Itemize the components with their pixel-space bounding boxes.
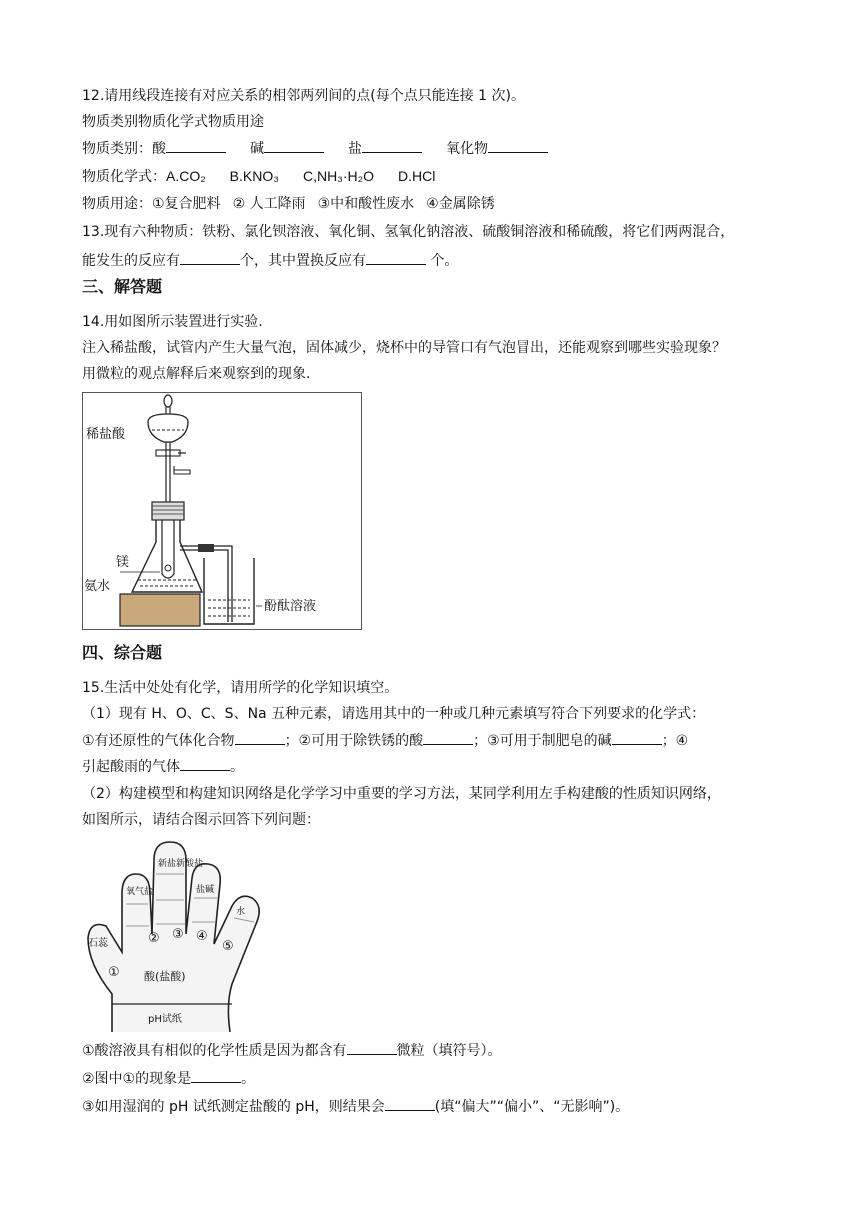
- q12-formulas: [82, 166, 435, 186]
- q15-text: ；④: [661, 733, 689, 749]
- label-finger5: 水: [236, 907, 246, 917]
- q13-text-a: 能发生的反应有: [82, 253, 180, 269]
- formula-c: C,NH₃·H₂O: [302, 168, 374, 184]
- blank[interactable]: [612, 730, 662, 745]
- marker-3: ③: [172, 927, 184, 942]
- q13-line2: [82, 250, 458, 271]
- blank[interactable]: [264, 138, 324, 153]
- q12-header: 物质类别物质化学式物质用途: [82, 114, 264, 130]
- section-heading-3: 三、解答题: [82, 277, 163, 296]
- marker-5: ⑤: [222, 939, 234, 954]
- label-dilute-hcl: 稀盐酸: [86, 427, 126, 442]
- label-ph-paper: pH试纸: [148, 1014, 182, 1025]
- q15-text: ；③可用于制肥皂的碱: [473, 733, 612, 749]
- q15-text: ①酸溶液具有相似的化学性质是因为都含有: [82, 1043, 347, 1059]
- q13-text-b: 个，其中置换反应有: [240, 253, 366, 269]
- q15-p1-blank4: [82, 756, 244, 777]
- blank[interactable]: [385, 1096, 435, 1111]
- q12-uses: [82, 194, 495, 214]
- use-1: ①复合肥料: [152, 196, 221, 212]
- label-finger4: 盐碱: [196, 885, 215, 895]
- q14-line3: 用微粒的观点解释后来观察到的现象.: [82, 366, 311, 382]
- marker-4: ④: [196, 929, 208, 944]
- q12-title: 12.请用线段连接有对应关系的相邻两列间的点(每个点只能连接 1 次)。: [82, 88, 525, 104]
- category-salt: 盐: [348, 141, 362, 157]
- category-base: 碱: [250, 141, 264, 157]
- label-finger2: 氧气盐: [126, 887, 154, 897]
- q15-a1: [82, 1040, 502, 1061]
- blank[interactable]: [347, 1040, 397, 1055]
- q15-p2-line2: 如图所示，请结合图示回答下列问题：: [82, 812, 320, 828]
- blank[interactable]: [366, 250, 426, 265]
- use-4: ④金属除锈: [426, 196, 495, 212]
- q15-text: ②图中①的现象是: [82, 1071, 192, 1087]
- q15-text: ①有还原性的气体化合物: [82, 733, 235, 749]
- formula-d: D.HCl: [397, 168, 436, 184]
- q15-a2: [82, 1068, 255, 1089]
- q12-categories: [82, 138, 548, 159]
- label-litmus: 石蕊: [88, 938, 108, 949]
- label-phenolphthalein: 酚酞溶液: [264, 599, 317, 614]
- q14-line1: 14.用如图所示装置进行实验.: [82, 314, 263, 330]
- blank[interactable]: [488, 138, 548, 153]
- blank[interactable]: [423, 730, 473, 745]
- category-acid: 酸: [152, 141, 166, 157]
- q15-p1-blanks: [82, 730, 688, 751]
- q15-text: ③如用湿润的 pH 试纸测定盐酸的 pH，则结果会: [82, 1099, 385, 1115]
- blank[interactable]: [191, 1068, 241, 1083]
- blank[interactable]: [180, 756, 230, 771]
- q15-p1: （1）现有 H、O、C、S、Na 五种元素，请选用其中的一种或几种元素填写符合下列要求的化学式：: [82, 706, 706, 722]
- formulas-label: 物质化学式：: [82, 168, 166, 184]
- q13-line1: 13.现有六种物质：铁粉、氯化钡溶液、氧化铜、氢氧化钠溶液、硫酸铜溶液和稀硫酸，将它们两两混合，: [82, 224, 735, 240]
- q13-text-c: 个。: [426, 253, 459, 269]
- marker-2: ②: [148, 931, 160, 946]
- marker-1: ①: [108, 965, 120, 980]
- categories-label: 物质类别：: [82, 141, 152, 157]
- apparatus-diagram: [82, 392, 362, 630]
- blank[interactable]: [235, 730, 285, 745]
- q15-p2-line1: （2）构建模型和构建知识网络是化学学习中重要的学习方法，某同学利用左手构建酸的性质知识网络，: [82, 786, 721, 802]
- q15-text: 引起酸雨的气体: [82, 759, 180, 775]
- use-3: ③中和酸性废水: [317, 196, 415, 212]
- hand-knowledge-diagram: [82, 834, 272, 1034]
- label-finger3: 新盐新酸盐: [158, 859, 204, 869]
- q15-text: ；②可用于除铁锈的酸: [284, 733, 424, 749]
- uses-label: 物质用途：: [82, 196, 152, 212]
- q15-text: 微粒（填符号）。: [396, 1043, 502, 1059]
- q15-title: 15.生活中处处有化学，请用所学的化学知识填空。: [82, 680, 399, 696]
- q15-text: 。: [241, 1071, 256, 1087]
- formula-a: A.CO₂: [166, 168, 206, 184]
- label-ammonia: 氨水: [84, 579, 111, 594]
- formula-b: B.KNO₃: [229, 168, 279, 184]
- label-magnesium: 镁: [116, 555, 130, 570]
- blank[interactable]: [166, 138, 226, 153]
- section-heading-4: 四、综合题: [82, 643, 163, 662]
- q15-text: (填“偏大”“偏小”、“无影响”)。: [434, 1099, 630, 1115]
- use-2: ② 人工降雨: [232, 196, 306, 212]
- blank[interactable]: [362, 138, 422, 153]
- q14-line2: 注入稀盐酸，试管内产生大量气泡，固体减少，烧杯中的导管口有气泡冒出，还能观察到哪些实验现象？: [82, 340, 726, 356]
- q15-text: 。: [230, 759, 244, 775]
- category-oxide: 氧化物: [446, 141, 488, 157]
- q15-a3: [82, 1096, 629, 1117]
- label-palm-acid: 酸(盐酸): [144, 970, 186, 983]
- blank[interactable]: [180, 250, 240, 265]
